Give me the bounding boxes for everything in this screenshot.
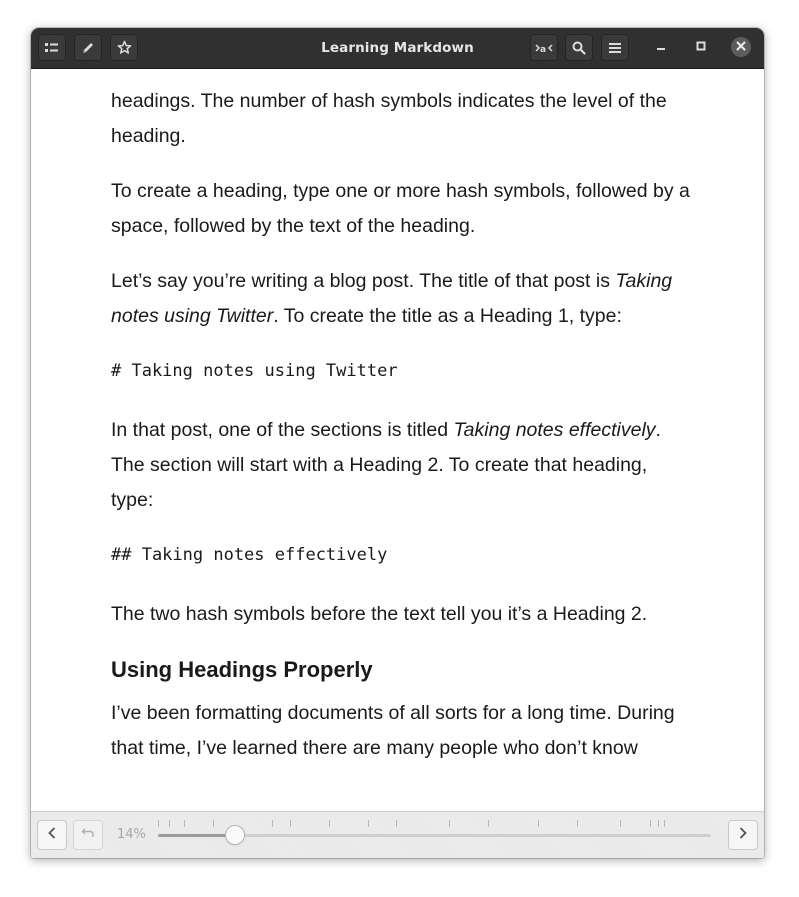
- emphasis-text: Taking notes effectively: [453, 419, 656, 441]
- close-button[interactable]: [731, 37, 751, 57]
- chapter-mark: [449, 820, 450, 827]
- window-title: Learning Markdown: [321, 40, 474, 56]
- search-icon: [572, 41, 586, 55]
- paragraph: The two hash symbols before the text tell you it’s a Heading 2.: [111, 603, 648, 625]
- section-heading: Using Headings Properly: [111, 657, 373, 682]
- chapter-mark: [650, 820, 651, 827]
- chapter-mark: [368, 820, 369, 827]
- paragraph: To create a heading, type one or more hash symbols, followed by a space, followed by the text of the heading.: [111, 180, 690, 237]
- chapter-mark: [396, 820, 397, 827]
- chapter-mark: [488, 820, 489, 827]
- paragraph: I’ve been formatting documents of all sorts for a long time. During that time, I’ve learned there are many people who don’t know: [111, 702, 675, 759]
- slider-handle[interactable]: [226, 826, 244, 844]
- code-block: # Taking notes using Twitter: [111, 361, 398, 381]
- translate-icon: [535, 42, 553, 54]
- undo-arrow-icon: [81, 826, 95, 844]
- menu-hamburger-icon: [609, 42, 621, 54]
- maximize-icon: [696, 38, 706, 56]
- slider-fill: [158, 834, 235, 837]
- chapter-mark: [658, 820, 659, 827]
- progress-percent: 14%: [117, 827, 146, 842]
- next-page-button[interactable]: [728, 820, 758, 850]
- reader-window: [31, 28, 764, 858]
- chapter-mark: [213, 820, 214, 827]
- navigation-bar: [31, 811, 764, 858]
- chevron-left-icon: [47, 826, 57, 845]
- previous-page-button[interactable]: [37, 820, 67, 850]
- paragraph: In that post, one of the sections is titled Taking notes effectively. The section will start with a Heading 2. To create that heading, type:: [111, 419, 661, 511]
- progress-slider[interactable]: [158, 826, 711, 844]
- chapter-mark: [290, 820, 291, 827]
- translate-button[interactable]: [530, 34, 558, 61]
- emphasis-text: Taking notes using Twitter: [111, 270, 673, 327]
- minimize-button[interactable]: [651, 37, 671, 57]
- chevron-right-icon: [738, 826, 748, 845]
- chapter-mark: [538, 820, 539, 827]
- chapter-mark: [158, 820, 159, 827]
- main-menu-button[interactable]: [601, 34, 629, 61]
- chapter-mark: [272, 820, 273, 827]
- paragraph: headings. The number of hash symbols indicates the level of the heading.: [111, 90, 667, 147]
- maximize-button[interactable]: [691, 37, 711, 57]
- book-page: [111, 84, 691, 786]
- close-icon: [736, 38, 746, 56]
- chapter-mark: [577, 820, 578, 827]
- search-button[interactable]: [565, 34, 593, 61]
- header-bar: [31, 28, 764, 69]
- chapter-mark: [664, 820, 665, 827]
- chapter-mark: [169, 820, 170, 827]
- code-block: ## Taking notes effectively: [111, 545, 388, 565]
- chapter-mark: [329, 820, 330, 827]
- minimize-icon: [656, 38, 666, 56]
- paragraph: Let’s say you’re writing a blog post. The title of that post is Taking notes using Twitter. To create the title as a Heading 1, type:: [111, 270, 673, 327]
- chapter-mark: [620, 820, 621, 827]
- svg-text:a: a: [540, 44, 547, 54]
- chapter-mark: [184, 820, 185, 827]
- back-button[interactable]: [73, 820, 103, 850]
